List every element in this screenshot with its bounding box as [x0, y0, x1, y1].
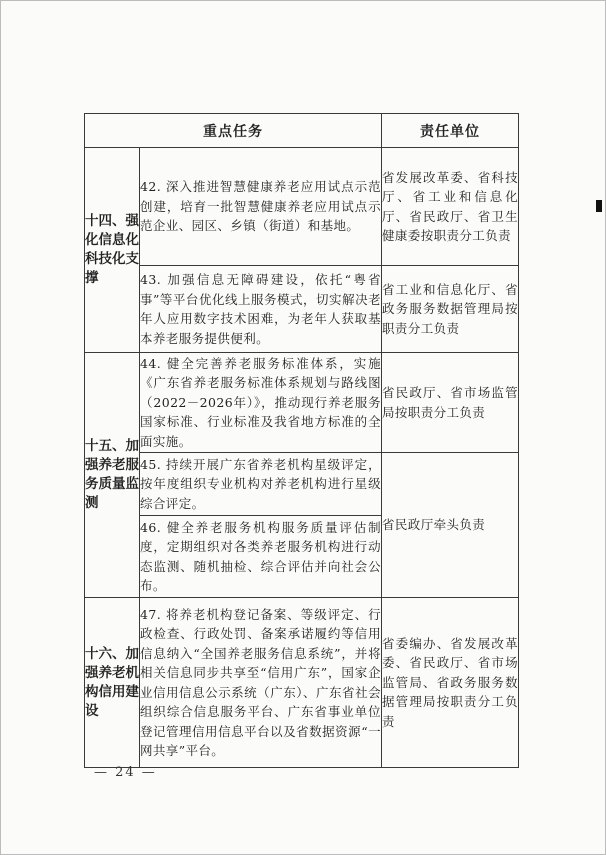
table-row	[85, 353, 519, 453]
responsibility-cell: 省工业和信息化厅、省政务服务数据管理局按职责分工负责	[382, 266, 519, 353]
task-table	[84, 113, 519, 768]
table-row	[85, 598, 519, 768]
responsibility-cell: 省民政厅牵头负责	[382, 453, 519, 598]
header-responsible-unit: 责任单位	[382, 114, 519, 148]
responsibility-cell: 省民政厅、省市场监管局按职责分工负责	[382, 353, 519, 453]
header-key-tasks: 重点任务	[85, 114, 382, 148]
category-cell: 十六、加强养老机构信用建设	[85, 598, 140, 768]
task-cell: 43. 加强信息无障碍建设，依托“粤省事”等平台优化线上服务模式，切实解决老年人应用数字技术困难，为老年人获取基本养老服务提供便利。	[140, 266, 382, 353]
task-cell: 44. 健全完善养老服务标准体系，实施《广东省养老服务标准体系规划与路线图（2022－2026年）》，推动现行养老服务国家标准、行业标准及我省地方标准的全面实施。	[140, 353, 382, 453]
page-number: — 24 —	[94, 765, 157, 780]
task-cell: 42. 深入推进智慧健康养老应用试点示范创建，培育一批智慧健康养老应用试点示范企业、园区、乡镇（街道）和基地。	[140, 148, 382, 266]
task-cell: 47. 将养老机构登记备案、等级评定、行政检查、行政处罚、备案承诺履约等信用信息纳入“全国养老服务信息系统”，并将相关信息同步共享至“信用广东”，国家企业信用信息公示系统（广东）、广东省社会组织综合信息服务平台、广东省事业单位登记管理信用信息平台以及省数据资源“一网共享”平台。	[140, 598, 382, 768]
scan-edge-mark	[596, 200, 602, 212]
category-cell: 十五、加强养老服务质量监测	[85, 353, 140, 598]
responsibility-cell: 省发展改革委、省科技厅、省工业和信息化厅、省民政厅、省卫生健康委按职责分工负责	[382, 148, 519, 266]
responsibility-cell: 省委编办、省发展改革委、省民政厅、省市场监管局、省政务服务数据管理局按职责分工负责	[382, 598, 519, 768]
table-row	[85, 148, 519, 266]
task-cell: 45. 持续开展广东省养老机构星级评定，按年度组织专业机构对养老机构进行星级综合评定。	[140, 453, 382, 516]
table-row	[85, 453, 519, 516]
table-header-row	[85, 114, 519, 148]
task-cell: 46. 健全养老服务机构服务质量评估制度，定期组织对各类养老服务机构进行动态监测、随机抽检、综合评估并向社会公布。	[140, 516, 382, 598]
category-cell: 十四、强化信息化科技化支撑	[85, 148, 140, 353]
table-row	[85, 266, 519, 353]
